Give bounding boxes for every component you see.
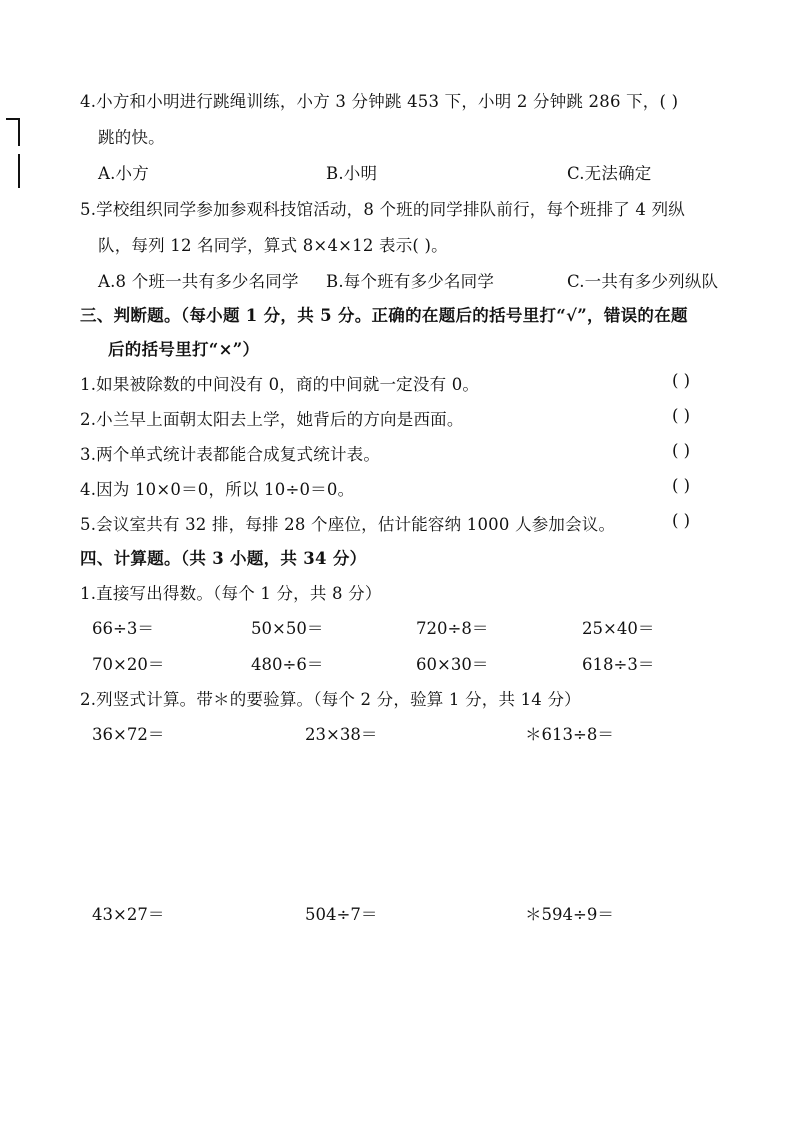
judge-item-2: 2.小兰早上面朝太阳去上学，她背后的方向是西面。 bbox=[80, 410, 464, 429]
mc-q4-option-c: C.无法确定 bbox=[567, 164, 652, 183]
judge-item-4: 4.因为 10×0＝0，所以 10÷0＝0。 bbox=[80, 480, 355, 499]
judge-answer-paren-2[interactable]: ( ) bbox=[672, 406, 691, 425]
calc-sub2-r2-c2: 504÷7＝ bbox=[305, 905, 378, 924]
mc-q4-line2: 跳的快。 bbox=[98, 128, 165, 147]
mc-q5-line2: 队，每列 12 名同学，算式 8×4×12 表示( )。 bbox=[98, 236, 448, 255]
mc-q5-option-b: B.每个班有多少名同学 bbox=[326, 272, 495, 291]
calc-sub1-r2-c3: 60×30＝ bbox=[416, 655, 489, 674]
judge-item-3: 3.两个单式统计表都能合成复式统计表。 bbox=[80, 445, 381, 464]
calc-sub1-r1-c1: 66÷3＝ bbox=[92, 619, 154, 638]
calc-sub2-r1-c2: 23×38＝ bbox=[305, 725, 378, 744]
calc-sub2-r2-c3: ＊594÷9＝ bbox=[525, 905, 614, 924]
mc-q5-option-a: A.8 个班一共有多少名同学 bbox=[98, 272, 299, 291]
mc-q4-option-b: B.小明 bbox=[326, 164, 378, 183]
calc-sub1-r1-c3: 720÷8＝ bbox=[416, 619, 489, 638]
margin-mark-top-vertical bbox=[18, 118, 20, 146]
calc-sub2-r1-c1: 36×72＝ bbox=[92, 725, 165, 744]
calc-sub2-r1-c3: ＊613÷8＝ bbox=[525, 725, 614, 744]
margin-mark-bottom-vertical bbox=[18, 154, 20, 188]
judge-answer-paren-1[interactable]: ( ) bbox=[672, 371, 691, 390]
calc-sub1-r2-c1: 70×20＝ bbox=[92, 655, 165, 674]
mc-q4-option-a: A.小方 bbox=[98, 164, 149, 183]
calc-sub1-r1-c2: 50×50＝ bbox=[251, 619, 324, 638]
calc-sub2-title: 2.列竖式计算。带＊的要验算。（每个 2 分，验算 1 分，共 14 分） bbox=[80, 690, 581, 709]
calc-sub1-r2-c2: 480÷6＝ bbox=[251, 655, 324, 674]
judge-answer-paren-5[interactable]: ( ) bbox=[672, 511, 691, 530]
judge-answer-paren-3[interactable]: ( ) bbox=[672, 441, 691, 460]
judge-heading-line2: 后的括号里打“×”） bbox=[108, 340, 260, 359]
mc-q4-line1: 4.小方和小明进行跳绳训练，小方 3 分钟跳 453 下，小明 2 分钟跳 286 下，( ) bbox=[80, 92, 679, 111]
judge-heading-line1: 三、判断题。（每小题 1 分，共 5 分。正确的在题后的括号里打“√”，错误的在题 bbox=[80, 306, 688, 325]
calc-sub1-r1-c4: 25×40＝ bbox=[582, 619, 655, 638]
calc-sub1-r2-c4: 618÷3＝ bbox=[582, 655, 655, 674]
judge-item-5: 5.会议室共有 32 排，每排 28 个座位，估计能容纳 1000 人参加会议。 bbox=[80, 515, 616, 534]
calc-heading: 四、计算题。（共 3 小题，共 34 分） bbox=[80, 549, 367, 568]
judge-answer-paren-4[interactable]: ( ) bbox=[672, 476, 691, 495]
mc-q5-line1: 5.学校组织同学参加参观科技馆活动，8 个班的同学排队前行，每个班排了 4 列纵 bbox=[80, 200, 685, 219]
judge-item-1: 1.如果被除数的中间没有 0，商的中间就一定没有 0。 bbox=[80, 375, 480, 394]
calc-sub2-r2-c1: 43×27＝ bbox=[92, 905, 165, 924]
calc-sub1-title: 1.直接写出得数。（每个 1 分，共 8 分） bbox=[80, 584, 382, 603]
mc-q5-option-c: C.一共有多少列纵队 bbox=[567, 272, 719, 291]
